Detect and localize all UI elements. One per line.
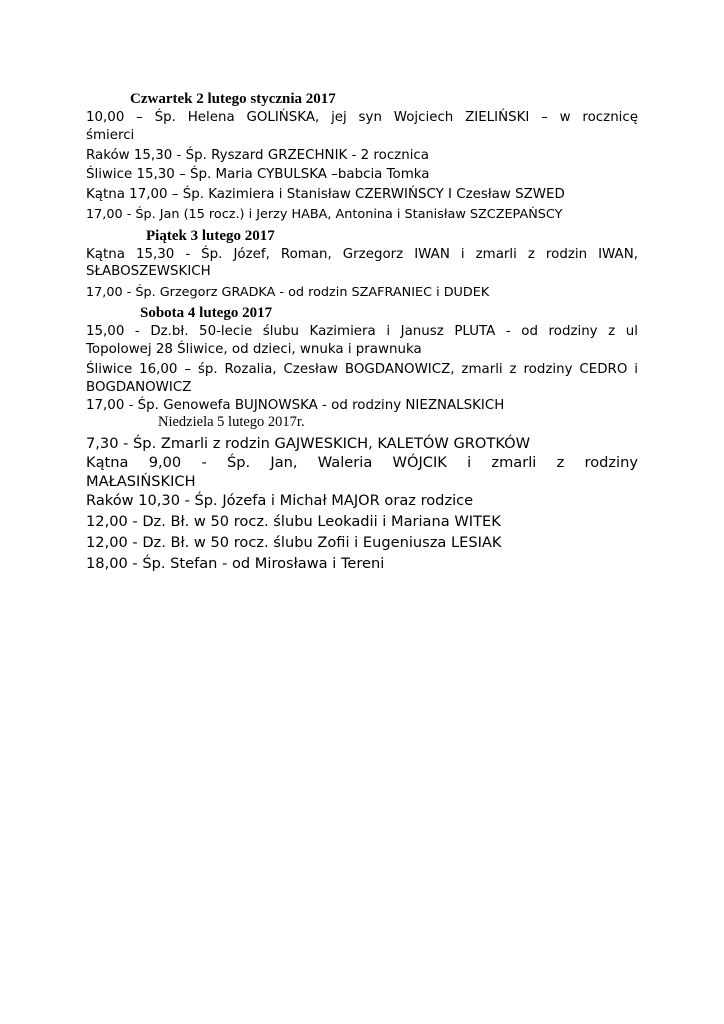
mass-entry: 12,00 - Dz. Bł. w 50 rocz. ślubu Zofii i Eugeniusza LESIAK — [86, 534, 502, 551]
mass-entry-continuation: Topolowej 28 Śliwice, od dzieci, wnuka i prawnuka — [86, 342, 422, 357]
mass-entry: 10,00 – Śp. Helena GOLIŃSKA, jej syn Wojciech ZIELIŃSKI – w rocznicę — [86, 110, 638, 125]
mass-entry: 7,30 - Śp. Zmarli z rodzin GAJWESKICH, KALETÓW GROTKÓW — [86, 435, 531, 452]
mass-entry: 17,00 - Śp. Jan (15 rocz.) i Jerzy HABA, Antonina i Stanisław SZCZEPAŃSCY — [86, 207, 563, 222]
mass-entry: 15,00 - Dz.bł. 50-lecie ślubu Kazimiera i Janusz PLUTA - od rodziny z ul — [86, 324, 638, 339]
mass-entry: Raków 15,30 - Śp. Ryszard GRZECHNIK - 2 rocznica — [86, 148, 429, 163]
mass-entry: 12,00 - Dz. Bł. w 50 rocz. ślubu Leokadii i Mariana WITEK — [86, 513, 501, 530]
mass-entry: 17,00 - Śp. Grzegorz GRADKA - od rodzin SZAFRANIEC i DUDEK — [86, 285, 490, 300]
mass-entry: Kątna 17,00 – Śp. Kazimiera i Stanisław CZERWIŃSCY I Czesław SZWED — [86, 187, 565, 202]
mass-entry: Śliwice 15,30 – Śp. Maria CYBULSKA –babcia Tomka — [86, 167, 430, 182]
day-heading-thursday: Czwartek 2 lutego stycznia 2017 — [130, 91, 336, 107]
mass-entry-continuation: SŁABOSZEWSKICH — [86, 264, 211, 279]
day-heading-saturday: Sobota 4 lutego 2017 — [140, 305, 273, 321]
mass-entry: 18,00 - Śp. Stefan - od Mirosława i Tereni — [86, 555, 385, 572]
mass-entry: Raków 10,30 - Śp. Józefa i Michał MAJOR oraz rodzice — [86, 492, 474, 509]
mass-entry: 17,00 - Śp. Genowefa BUJNOWSKA - od rodziny NIEZNALSKICH — [86, 398, 505, 413]
mass-entry: Kątna 9,00 - Śp. Jan, Waleria WÓJCIK i zmarli z rodziny — [86, 454, 638, 471]
day-heading-sunday: Niedziela 5 lutego 2017r. — [158, 414, 305, 430]
day-heading-friday: Piątek 3 lutego 2017 — [146, 228, 275, 244]
mass-entry-continuation: BOGDANOWICZ — [86, 380, 192, 395]
mass-entry-continuation: MAŁASIŃSKICH — [86, 473, 196, 490]
mass-entry: Śliwice 16,00 – śp. Rozalia, Czesław BOGDANOWICZ, zmarli z rodziny CEDRO i — [86, 362, 638, 377]
mass-entry-continuation: śmierci — [86, 128, 135, 143]
mass-entry: Kątna 15,30 - Śp. Józef, Roman, Grzegorz IWAN i zmarli z rodzin IWAN, — [86, 247, 638, 262]
